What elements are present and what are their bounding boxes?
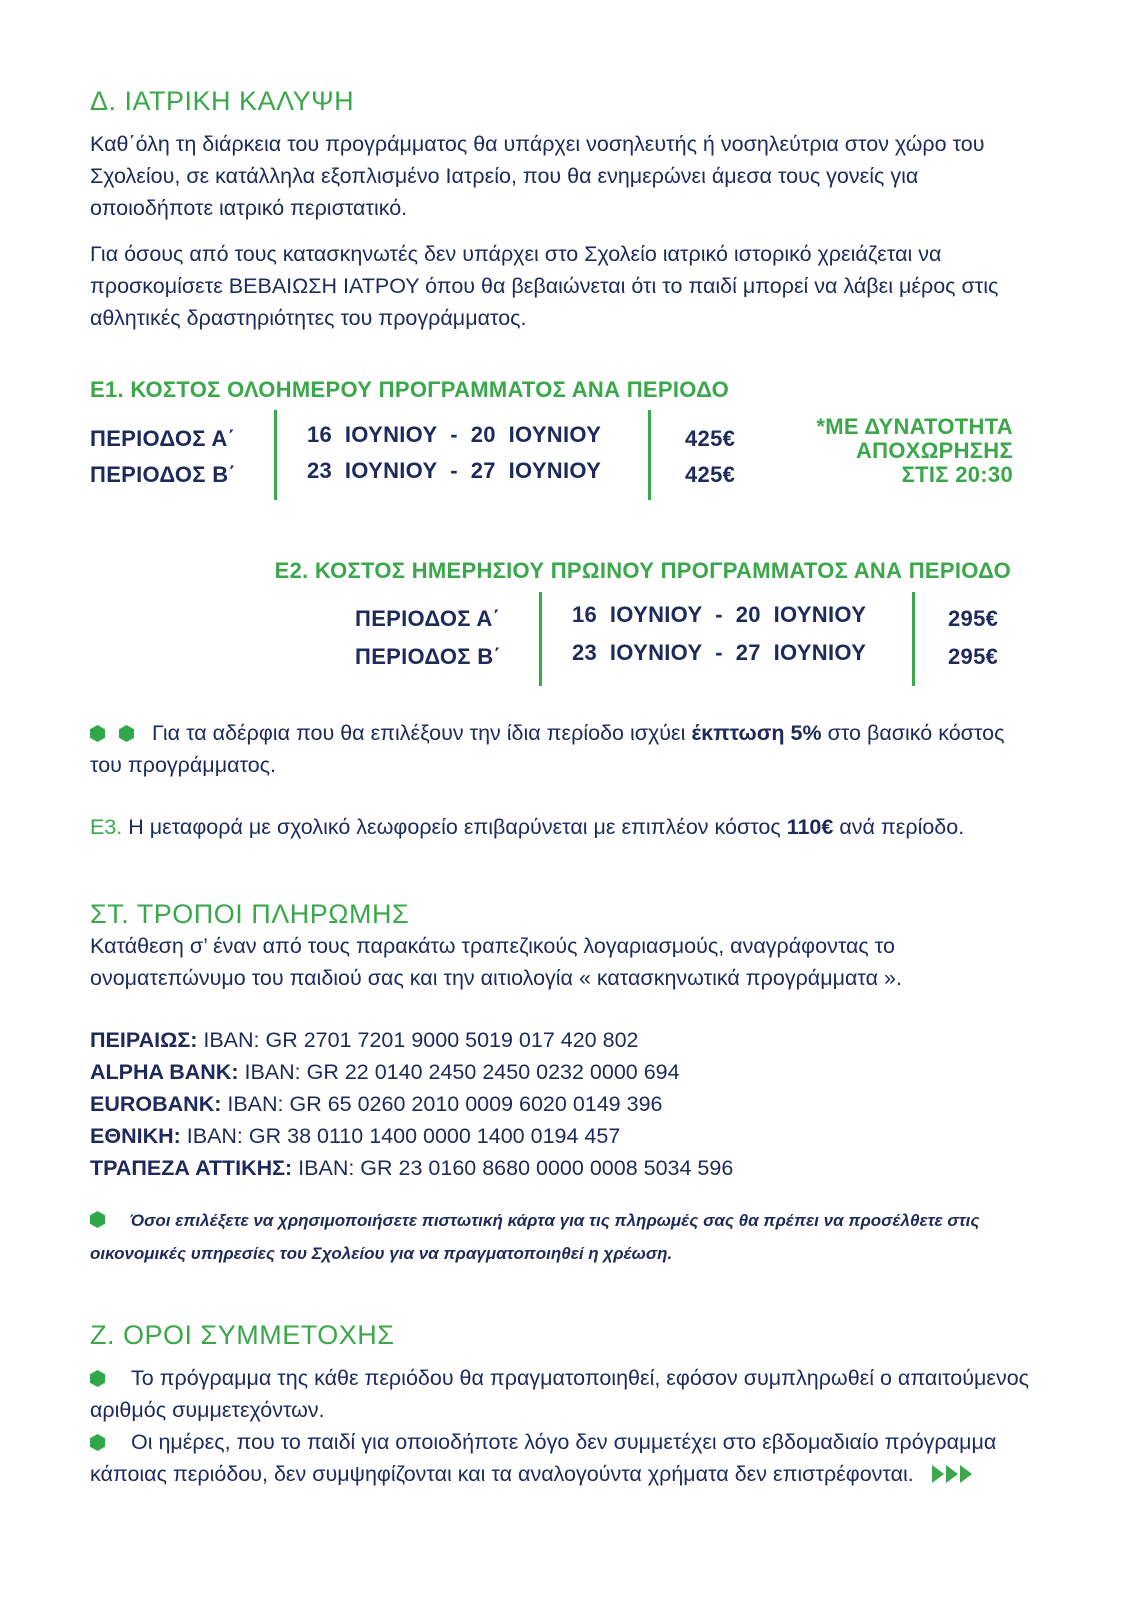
bank-name: ALPHA BANK: <box>90 1060 239 1084</box>
hexagon-bullet-icon <box>90 1211 105 1228</box>
bank-name: ΠΕΙΡΑΙΩΣ: <box>90 1028 198 1052</box>
e2-period-b: ΠΕΡΙΟΔΟΣ Β΄ <box>355 644 502 669</box>
e1-dates-a: 16 ΙΟΥΝΙΟΥ - 20 ΙΟΥΝΙΟΥ <box>307 422 602 447</box>
bank-iban: IBAN: GR 2701 7201 9000 5019 017 420 802 <box>197 1028 639 1052</box>
e2-price-a: 295€ <box>948 606 999 631</box>
bank-name: ΕΘΝΙΚΗ: <box>90 1124 181 1148</box>
e2-divider-2 <box>912 592 915 686</box>
bank-row-attica <box>90 1152 733 1184</box>
card-note-text: Όσοι επιλέξετε να χρησιμοποιήσετε πιστωτική κάρτα για τις πληρωμές σας θα πρέπει να προσέλθετε στις οικονομικές υπηρεσίες του Σχολείου για να πραγματοποιηθεί η χρέωση. <box>90 1211 980 1263</box>
e3-text-after: ανά περίοδο. <box>833 815 965 839</box>
bank-row-ethniki <box>90 1120 733 1152</box>
e1-note-line-2: ΑΠΟΧΩΡΗΣΗΣ <box>855 438 1013 463</box>
bank-name: EUROBANK: <box>90 1092 222 1116</box>
e3-text: Η μεταφορά με σχολικό λεωφορείο επιβαρύνεται με επιπλέον κόστος <box>122 815 787 839</box>
e1-note-line-3: ΣΤΙΣ 20:30 <box>901 462 1013 487</box>
bank-row-alpha <box>90 1056 733 1088</box>
bank-iban: IBAN: GR 23 0160 8680 0000 0008 5034 596 <box>292 1156 734 1180</box>
e1-heading: Ε1. ΚΟΣΤΟΣ ΟΛΟΗΜΕΡΟΥ ΠΡΟΓΡΑΜΜΑΤΟΣ ΑΝΑ ΠΕΡΙΟΔΟ <box>90 377 730 402</box>
terms-item-1 <box>90 1362 1035 1426</box>
bank-name: ΤΡΑΠΕΖΑ ΑΤΤΙΚΗΣ: <box>90 1156 293 1180</box>
e1-price-a: 425€ <box>685 426 736 451</box>
e1-divider-1 <box>274 410 277 500</box>
payment-heading: ΣΤ. ΤΡΟΠΟΙ ΠΛΗΡΩΜΗΣ <box>90 899 410 929</box>
triple-arrow-icon <box>932 1462 974 1486</box>
medical-heading: Δ. ΙΑΤΡΙΚΗ ΚΑΛΥΨΗ <box>90 86 355 116</box>
hexagon-bullet-icon <box>90 1434 105 1451</box>
terms-item-2-text: Οι ημέρες, που το παιδί για οποιοδήποτε λόγο δεν συμμετέχει στο εβδομαδιαίο πρόγραμμα κάποιας περιόδου, δεν συμψηφίζονται και τα αναλογούντα χρήματα δεν επιστρέφονται. <box>90 1430 997 1486</box>
hexagon-bullet-icon <box>119 725 134 742</box>
hexagon-bullet-icon <box>90 725 105 742</box>
e2-price-b: 295€ <box>948 644 999 669</box>
bank-row-piraeus <box>90 1024 733 1056</box>
siblings-text-after: στο βασικό κόστος του προγράμματος. <box>90 721 1005 777</box>
e2-dates-b: 23 ΙΟΥΝΙΟΥ - 27 ΙΟΥΝΙΟΥ <box>572 640 867 665</box>
bank-row-eurobank <box>90 1088 733 1120</box>
e1-dates-b: 23 ΙΟΥΝΙΟΥ - 27 ΙΟΥΝΙΟΥ <box>307 458 602 483</box>
e2-period-a: ΠΕΡΙΟΔΟΣ Α΄ <box>355 606 501 631</box>
siblings-discount-bold: έκπτωση 5% <box>691 721 822 745</box>
e1-period-a: ΠΕΡΙΟΔΟΣ Α΄ <box>90 426 236 451</box>
bank-iban: IBAN: GR 65 0260 2010 0009 6020 0149 396 <box>221 1092 663 1116</box>
e2-heading: Ε2. ΚΟΣΤΟΣ ΗΜΕΡΗΣΙΟΥ ΠΡΩΙΝΟΥ ΠΡΟΓΡΑΜΜΑΤΟΣ ΑΝΑ ΠΕΡΙΟΔΟ <box>274 558 1011 583</box>
siblings-discount <box>90 717 1030 781</box>
card-payment-note <box>90 1204 1020 1270</box>
e1-note <box>816 415 1013 487</box>
terms-item-2 <box>90 1426 1035 1490</box>
e3-price: 110€ <box>786 815 834 839</box>
hexagon-bullet-icon <box>90 1370 105 1387</box>
terms-heading: Ζ. ΟΡΟΙ ΣΥΜΜΕΤΟΧΗΣ <box>90 1320 395 1350</box>
bank-list <box>90 1024 733 1184</box>
e2-dates-a: 16 ΙΟΥΝΙΟΥ - 20 ΙΟΥΝΙΟΥ <box>572 602 867 627</box>
bank-iban: IBAN: GR 38 0110 1400 0000 1400 0194 457 <box>180 1124 621 1148</box>
e1-period-b: ΠΕΡΙΟΔΟΣ Β΄ <box>90 462 237 487</box>
siblings-text-before: Για τα αδέρφια που θα επιλέξουν την ίδια περίοδο ισχύει <box>151 721 692 745</box>
e1-note-line-1: *ΜΕ ΔΥΝΑΤΟΤΗΤΑ <box>816 414 1013 439</box>
e1-price-b: 425€ <box>685 462 736 487</box>
bank-iban: IBAN: GR 22 0140 2450 2450 0232 0000 694 <box>238 1060 680 1084</box>
e3-label: Ε3. <box>90 815 123 839</box>
terms-item-1-text: Το πρόγραμμα της κάθε περιόδου θα πραγματοποιηθεί, εφόσον συμπληρωθεί ο απαιτούμενος αριθμός συμμετεχόντων. <box>90 1366 1030 1422</box>
payment-intro: Κατάθεση σ’ έναν από τους παρακάτω τραπεζικούς λογαριασμούς, αναγράφοντας το ονοματεπώνυμο του παιδιού σας και την αιτιολογία « κατασκηνωτικά προγράμματα ». <box>90 934 902 990</box>
e2-divider-1 <box>539 592 542 686</box>
e1-divider-2 <box>648 410 651 500</box>
medical-paragraph-2: Για όσους από τους κατασκηνωτές δεν υπάρχει στο Σχολείο ιατρικό ιστορικό χρειάζεται να προσκομίσετε ΒΕΒΑΙΩΣΗ ΙΑΤΡΟΥ όπου θα βεβαιώνεται ότι το παιδί μπορεί να λάβει μέρος στις αθλητικές δραστηριότητες του προγράμματος. <box>90 242 999 330</box>
e3-transport <box>90 811 1030 843</box>
medical-paragraph-1: Καθ΄όλη τη διάρκεια του προγράμματος θα υπάρχει νοσηλευτής ή νοσηλεύτρια στον χώρο του Σχολείου, σε κατάλληλα εξοπλισμένο Ιατρείο, που θα ενημερώνει άμεσα τους γονείς για οποιοδήποτε ιατρικό περιστατικό. <box>90 132 985 220</box>
